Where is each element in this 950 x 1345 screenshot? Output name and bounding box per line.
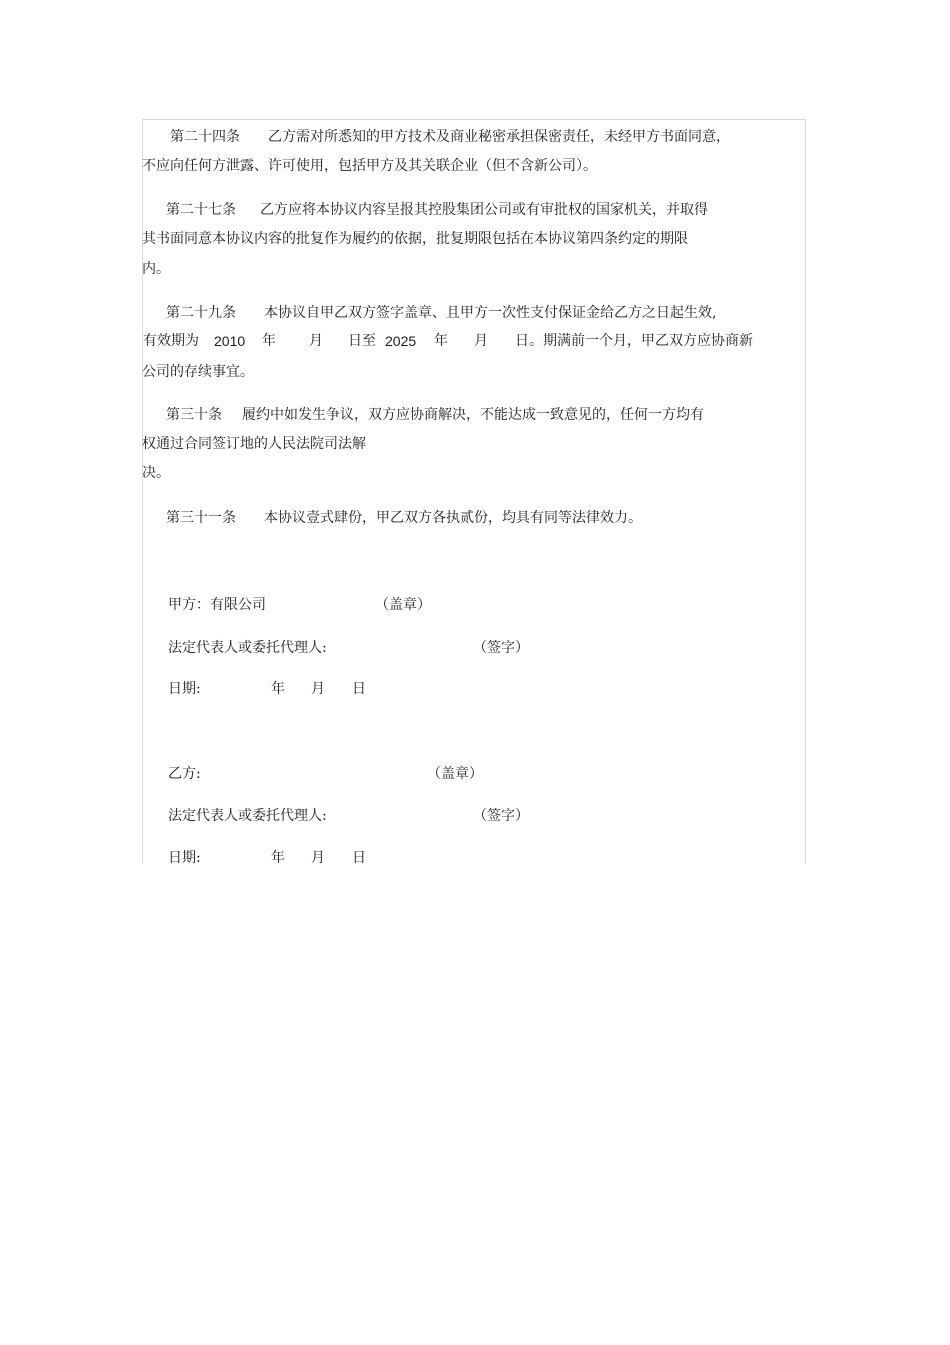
party-b-date-month: 月 xyxy=(311,850,325,866)
validity-day-to: 日至 xyxy=(348,333,376,349)
party-a-date-month: 月 xyxy=(311,681,325,697)
party-b-date-year: 年 xyxy=(271,850,285,866)
party-a-seal: （盖章） xyxy=(375,597,431,613)
party-a-date-label: 日期: xyxy=(168,681,201,697)
validity-start-year-unit: 年 xyxy=(262,333,276,349)
party-b-date-day: 日 xyxy=(352,850,366,866)
clause-27-label: 第二十七条 xyxy=(166,202,236,218)
party-a-date-year: 年 xyxy=(271,681,285,697)
party-a-label: 甲方：有限公司 xyxy=(168,597,266,613)
party-b-date-label: 日期: xyxy=(168,850,201,866)
validity-end-month-unit: 月 xyxy=(474,333,488,349)
clause-29-validity-line xyxy=(0,333,950,349)
validity-prefix: 有效期为 xyxy=(143,333,199,349)
party-b-rep: 法定代表人或委托代理人: xyxy=(168,808,327,824)
party-b-seal: （盖章） xyxy=(427,766,483,782)
clause-27-line-1 xyxy=(166,202,708,218)
clause-30-line-1 xyxy=(166,407,704,423)
clause-24-label: 第二十四条 xyxy=(170,129,240,145)
party-b-sign: （签字） xyxy=(473,808,529,824)
clause-30-label: 第三十条 xyxy=(166,407,222,423)
validity-end-year-unit: 年 xyxy=(434,333,448,349)
clause-24-text-2: 不应向任何方泄露、许可使用，包括甲方及其关联企业（但不含新公司）。 xyxy=(142,158,597,174)
party-a-sign: （签字） xyxy=(473,640,529,656)
clause-24-line-1 xyxy=(170,129,730,145)
clause-30-text-3: 决。 xyxy=(142,465,170,481)
party-a-rep: 法定代表人或委托代理人: xyxy=(168,640,327,656)
clause-27-text-1: 乙方应将本协议内容呈报其控股集团公司或有审批权的国家机关，并取得 xyxy=(260,202,708,218)
clause-29-label: 第二十九条 xyxy=(166,305,236,321)
clause-24-text-1: 乙方需对所悉知的甲方技术及商业秘密承担保密责任，未经甲方书面同意， xyxy=(268,129,730,145)
clause-31-text-1: 本协议壹式肆份，甲乙双方各执贰份，均具有同等法律效力。 xyxy=(264,510,642,526)
clause-27-text-3: 内。 xyxy=(142,261,170,277)
clause-29-text-1: 本协议自甲乙双方签字盖章、且甲方一次性支付保证金给乙方之日起生效, xyxy=(264,305,717,321)
party-a-date-day: 日 xyxy=(352,681,366,697)
clause-31-label: 第三十一条 xyxy=(166,510,236,526)
validity-end-text: 日。期满前一个月，甲乙双方应协商新 xyxy=(515,333,753,349)
validity-start-year: 2010 xyxy=(214,333,246,349)
clause-29-line-1 xyxy=(166,305,716,321)
validity-start-month-unit: 月 xyxy=(309,333,323,349)
clause-30-text-1: 履约中如发生争议，双方应协商解决，不能达成一致意见的，任何一方均有 xyxy=(242,407,704,423)
party-b-label: 乙方: xyxy=(168,766,201,782)
validity-end-year: 2025 xyxy=(385,333,417,349)
clause-29-text-3: 公司的存续事宜。 xyxy=(142,364,254,380)
clause-27-text-2: 其书面同意本协议内容的批复作为履约的依据，批复期限包括在本协议第四条约定的期限 xyxy=(142,231,688,247)
clause-31-line-1 xyxy=(166,510,642,526)
clause-30-text-2: 权通过合同签订地的人民法院司法解 xyxy=(142,436,366,452)
